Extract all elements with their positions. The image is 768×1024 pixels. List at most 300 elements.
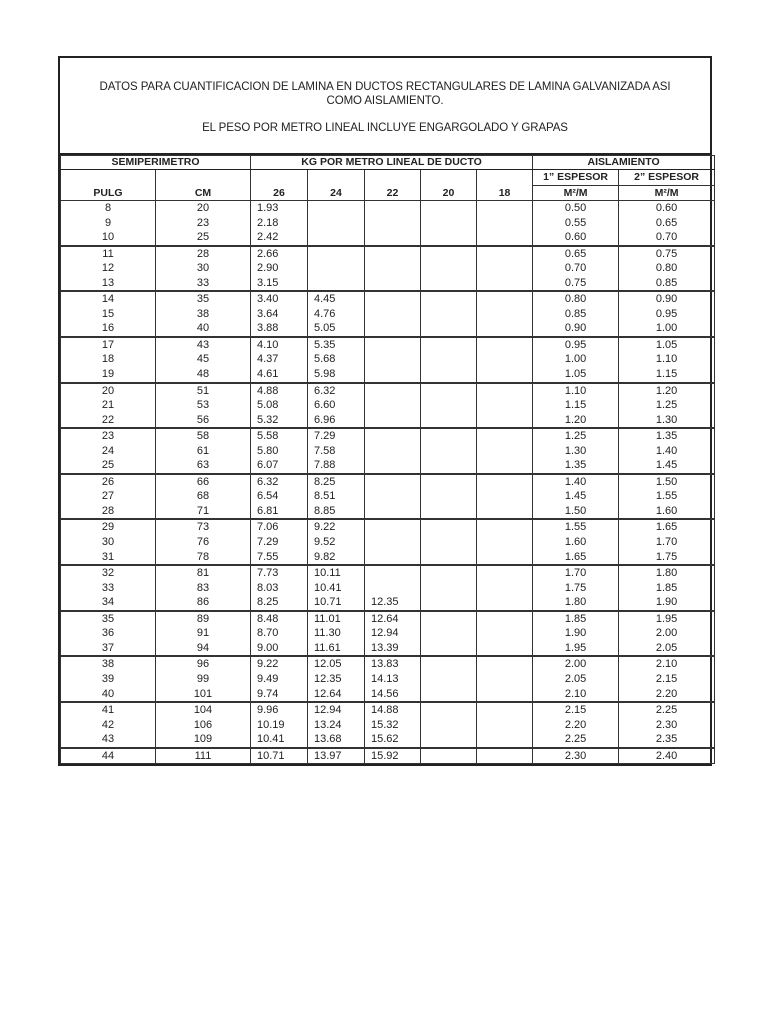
cell-espesor1-value: 1.65 [564,550,587,563]
cell-espesor2-value: 1.90 [655,596,678,609]
cell-18-value [483,292,532,307]
cell-20-value [427,384,476,399]
cell-pulg [61,246,156,292]
cell-18 [477,383,533,429]
cell-26-value: 5.08 [257,399,279,412]
cell-espesor1 [533,246,619,292]
table-row-group [61,201,715,246]
cell-espesor2-value: 1.00 [655,322,678,335]
cell-20-value [427,732,476,747]
cell-24-value [314,247,364,262]
cell-pulg [61,337,156,383]
cell-22-value [371,444,420,459]
cell-22 [365,337,421,383]
cell-espesor2-value: 2.00 [655,627,678,640]
cell-pulg-value: 20 [101,384,115,397]
cell-espesor2-value: 1.75 [655,550,678,563]
cell-18-value [483,535,532,550]
cell-18-value [483,703,532,718]
cell-pulg-value: 17 [101,338,115,351]
cell-espesor1-value: 1.05 [564,368,587,381]
cell-26-value: 3.88 [257,322,279,335]
cell-24-value: 8.25 [314,475,336,488]
cell-20 [421,291,477,337]
cell-18-value [483,672,532,687]
cell-cm-value: 56 [196,413,210,426]
cell-espesor1-value: 0.65 [564,247,587,260]
cell-espesor1-value: 1.70 [564,567,587,580]
cell-espesor1-value: 0.60 [564,231,587,244]
cell-26-value: 7.06 [257,521,279,534]
cell-espesor2 [619,428,715,474]
cell-cm [156,656,251,702]
cell-22 [365,428,421,474]
cell-24-value: 12.64 [314,687,342,700]
cell-26-value: 9.49 [257,672,279,685]
cell-22-value [371,384,420,399]
cell-cm-value: 76 [196,536,210,549]
cell-18 [477,748,533,764]
cell-26-value: 7.29 [257,536,279,549]
cell-espesor2-value: 1.15 [655,368,678,381]
cell-24 [308,291,365,337]
sheet-header [60,58,710,155]
cell-18-value [483,732,532,747]
cell-espesor1 [533,428,619,474]
cell-18-value [483,338,532,353]
cell-espesor1 [533,702,619,748]
cell-24-value: 4.76 [314,307,336,320]
cell-26-value: 9.00 [257,641,279,654]
cell-cm-value: 96 [196,658,210,671]
cell-18-value [483,489,532,504]
table-row-group [61,474,715,520]
cell-26-value: 6.32 [257,475,279,488]
cell-cm-value: 28 [196,247,210,260]
table-row-group [61,291,715,337]
cell-18-value [483,581,532,596]
cell-26-value: 5.58 [257,430,279,443]
cell-espesor2 [619,291,715,337]
cell-espesor1 [533,565,619,611]
cell-26 [251,519,308,565]
cell-espesor2-value: 2.10 [655,658,678,671]
cell-pulg-value: 11 [102,247,114,260]
cell-pulg-value: 13 [101,276,115,289]
cell-espesor2-value: 0.80 [655,262,678,275]
cell-24 [308,656,365,702]
cell-20-value [427,458,476,473]
cell-24-value: 13.68 [314,733,342,746]
cell-22-value [371,475,420,490]
cell-espesor1 [533,337,619,383]
cell-26 [251,611,308,657]
cell-espesor2-value: 1.85 [655,581,678,594]
cell-espesor1-value: 0.85 [564,307,587,320]
cell-espesor1-value: 1.40 [564,475,587,488]
cell-22-value: 15.92 [371,749,399,762]
cell-cm-value: 53 [196,399,210,412]
cell-22 [365,519,421,565]
cell-24-value: 10.71 [314,596,342,609]
cell-22-value [371,307,420,322]
cell-24-value: 7.58 [314,444,336,457]
cell-espesor2-value: 2.15 [655,672,678,685]
cell-22-value [371,581,420,596]
cell-espesor2-value: 0.85 [655,276,678,289]
cell-20-value [427,535,476,550]
cell-26-value: 1.93 [257,202,279,214]
table-row-group [61,702,715,748]
cell-pulg [61,519,156,565]
cell-pulg-value: 26 [101,475,115,488]
cell-espesor2-value: 1.10 [655,353,678,366]
cell-cm-value: 38 [196,307,210,320]
cell-18-value [483,444,532,459]
cell-20-value [427,201,476,216]
cell-cm-value: 94 [196,641,210,654]
cell-22-value [371,413,420,428]
cell-22 [365,702,421,748]
cell-cm-value: 43 [196,338,210,351]
cell-pulg-value: 21 [101,399,115,412]
col-header-espesor1-unit: M²/M [533,186,619,201]
cell-cm-value: 106 [193,718,213,731]
cell-espesor2 [619,474,715,520]
cell-26-value: 9.22 [257,658,279,671]
cell-20 [421,201,477,246]
cell-pulg-value: 16 [101,322,115,335]
cell-26-value: 4.10 [257,338,279,351]
cell-pulg [61,291,156,337]
cell-18-value [483,384,532,399]
cell-22-value [371,230,420,245]
cell-22 [365,246,421,292]
cell-22-value: 12.94 [371,627,399,640]
cell-24-value [314,201,364,216]
cell-espesor1 [533,656,619,702]
cell-espesor1-value: 0.55 [564,216,587,229]
cell-26-value: 8.03 [257,581,279,594]
header-aislamiento: AISLAMIENTO [533,156,715,170]
cell-20-value [427,504,476,519]
cell-22-value: 12.35 [371,596,399,609]
cell-pulg-value: 42 [101,718,115,731]
cell-24-value: 13.97 [314,749,342,762]
cell-20-value [427,338,476,353]
cell-20-value [427,261,476,276]
cell-26 [251,702,308,748]
cell-26-value: 6.07 [257,459,279,472]
cell-18-value [483,626,532,641]
cell-22-value: 12.64 [371,612,399,625]
cell-20-value [427,230,476,245]
cell-espesor1-value: 1.35 [564,459,587,472]
cell-cm-value: 48 [196,368,210,381]
cell-cm-value: 91 [196,627,210,640]
cell-espesor1-value: 2.30 [564,749,587,762]
cell-26-value: 4.88 [257,384,279,397]
cell-22-value [371,398,420,413]
cell-pulg [61,428,156,474]
cell-cm-value: 20 [196,202,210,214]
cell-espesor2-value: 0.75 [655,247,678,260]
col-header-espesor2: 2” ESPESOR [619,170,715,186]
cell-20-value [427,444,476,459]
cell-20-value [427,749,476,764]
cell-18-value [483,475,532,490]
cell-24-value: 9.22 [314,521,336,534]
cell-22-value: 13.39 [371,641,399,654]
cell-22-value [371,352,420,367]
cell-24-value: 12.35 [314,672,342,685]
cell-pulg-value: 23 [101,430,115,443]
cell-26-value: 3.64 [257,307,279,320]
cell-pulg-value: 24 [101,444,115,457]
header-kg-por-metro: KG POR METRO LINEAL DE DUCTO [251,156,533,170]
cell-20 [421,428,477,474]
document-subtitle: EL PESO POR METRO LINEAL INCLUYE ENGARGOLADO Y GRAPAS [202,122,568,134]
cell-pulg [61,702,156,748]
cell-22-value [371,338,420,353]
cell-18-value [483,201,532,216]
cell-20-value [427,626,476,641]
cell-cm-value: 66 [196,475,210,488]
cell-24-value: 6.60 [314,399,336,412]
cell-espesor2 [619,702,715,748]
cell-espesor2-value: 1.05 [655,338,678,351]
cell-24-value: 11.30 [314,627,341,640]
cell-espesor1-value: 1.95 [564,641,587,654]
cell-22 [365,474,421,520]
cell-26 [251,383,308,429]
cell-cm-value: 40 [196,322,210,335]
cell-cm-value: 35 [196,293,210,306]
cell-cm-value: 45 [196,353,210,366]
column-header-row-top [61,170,715,186]
cell-espesor2-value: 1.25 [655,399,678,412]
cell-18 [477,519,533,565]
cell-pulg [61,748,156,764]
cell-20-value [427,352,476,367]
cell-20-value [427,595,476,610]
cell-espesor2-value: 2.35 [655,733,678,746]
cell-24-value: 5.05 [314,322,336,335]
cell-22 [365,611,421,657]
cell-20-value [427,566,476,581]
cell-18 [477,201,533,246]
cell-24-value: 5.68 [314,353,336,366]
cell-cm-value: 99 [196,672,210,685]
cell-cm [156,519,251,565]
table-row-group [61,656,715,702]
cell-pulg-value: 27 [101,490,115,503]
cell-espesor1-value: 1.00 [564,353,587,366]
cell-24 [308,246,365,292]
cell-espesor2 [619,611,715,657]
cell-26-value: 10.71 [257,749,285,762]
cell-22-value: 14.13 [371,672,399,685]
cell-espesor2-value: 0.90 [655,293,678,306]
table-row-group [61,748,715,764]
cell-espesor2-value: 1.50 [655,475,678,488]
cell-18-value [483,657,532,672]
cell-20 [421,383,477,429]
cell-18 [477,565,533,611]
cell-26 [251,474,308,520]
cell-20-value [427,657,476,672]
cell-24-value: 6.96 [314,413,336,426]
cell-20-value [427,413,476,428]
cell-pulg-value: 18 [101,353,115,366]
cell-18-value [483,566,532,581]
cell-espesor1-value: 0.70 [564,262,587,275]
cell-espesor2-value: 0.60 [655,202,678,214]
cell-24-value: 10.11 [314,567,341,580]
cell-pulg-value: 38 [101,658,115,671]
lamina-data-table [60,155,715,764]
cell-18 [477,246,533,292]
cell-22-value: 15.62 [371,733,399,746]
cell-18 [477,428,533,474]
cell-26-value: 7.73 [257,567,279,580]
cell-20-value [427,489,476,504]
cell-espesor2-value: 2.25 [655,704,678,717]
cell-espesor1-value: 1.85 [564,612,587,625]
cell-espesor2-value: 1.55 [655,490,678,503]
cell-cm-value: 61 [196,444,210,457]
cell-26-value: 10.19 [257,718,285,731]
cell-pulg-value: 29 [101,521,115,534]
cell-pulg-value: 43 [101,733,115,746]
cell-espesor2-value: 1.70 [655,536,678,549]
cell-18-value [483,595,532,610]
cell-26-value: 9.96 [257,704,279,717]
cell-20-value [427,475,476,490]
cell-26-value: 8.70 [257,627,279,640]
cell-espesor1-value: 1.80 [564,596,587,609]
cell-espesor1 [533,519,619,565]
cell-22-value [371,261,420,276]
cell-espesor2 [619,201,715,246]
cell-espesor2-value: 0.65 [655,216,678,229]
cell-espesor2 [619,748,715,764]
cell-espesor2-value: 2.05 [655,641,678,654]
cell-espesor1-value: 1.10 [564,384,587,397]
cell-espesor2-value: 1.65 [655,521,678,534]
cell-24 [308,702,365,748]
cell-26-value: 5.80 [257,444,279,457]
cell-pulg-value: 19 [101,368,115,381]
cell-22 [365,201,421,246]
cell-18-value [483,520,532,535]
cell-26-value: 6.54 [257,490,279,503]
table-row-group [61,428,715,474]
cell-26-value: 4.37 [257,353,279,366]
col-header-20: 20 [421,170,477,201]
col-header-cm: CM [156,170,251,201]
cell-pulg-value: 22 [101,413,115,426]
cell-pulg [61,383,156,429]
cell-espesor2 [619,337,715,383]
cell-pulg-value: 41 [101,704,115,717]
cell-cm-value: 81 [196,567,210,580]
cell-cm-value: 25 [196,231,210,244]
cell-20-value [427,398,476,413]
cell-26 [251,337,308,383]
cell-20 [421,337,477,383]
cell-espesor2-value: 1.40 [655,444,678,457]
cell-cm-value: 30 [196,262,210,275]
cell-pulg-value: 31 [101,550,115,563]
cell-espesor2 [619,519,715,565]
cell-24-value: 9.82 [314,550,336,563]
col-header-espesor2-unit: M²/M [619,186,715,201]
cell-18-value [483,307,532,322]
cell-18-value [483,413,532,428]
cell-pulg-value: 10 [101,231,115,244]
cell-20-value [427,672,476,687]
cell-cm [156,748,251,764]
cell-20-value [427,216,476,231]
cell-22-value: 14.88 [371,704,399,717]
cell-26 [251,291,308,337]
cell-cm-value: 83 [196,581,210,594]
cell-18 [477,702,533,748]
cell-espesor1-value: 1.55 [564,521,587,534]
cell-22 [365,748,421,764]
cell-espesor1-value: 0.90 [564,322,587,335]
cell-18-value [483,230,532,245]
cell-20 [421,519,477,565]
cell-20-value [427,550,476,565]
cell-22-value [371,321,420,336]
cell-26-value: 2.18 [257,216,279,229]
cell-20-value [427,367,476,382]
table-row-group [61,519,715,565]
cell-espesor1-value: 2.15 [564,704,587,717]
cell-20-value [427,703,476,718]
cell-24 [308,383,365,429]
cell-espesor2-value: 1.45 [655,459,678,472]
cell-24-value: 9.52 [314,536,336,549]
cell-espesor1 [533,291,619,337]
cell-espesor1-value: 1.60 [564,536,587,549]
cell-22-value [371,566,420,581]
cell-espesor1-value: 1.20 [564,413,587,426]
col-header-pulg: PULG [61,170,156,201]
group-header-row [61,156,715,170]
cell-24 [308,201,365,246]
cell-18-value [483,550,532,565]
col-header-18: 18 [477,170,533,201]
cell-pulg-value: 25 [101,459,115,472]
cell-24 [308,519,365,565]
cell-cm-value: 101 [193,687,213,700]
cell-20 [421,656,477,702]
cell-espesor1-value: 0.80 [564,293,587,306]
cell-20-value [427,687,476,702]
cell-20-value [427,641,476,656]
cell-18 [477,337,533,383]
cell-cm [156,474,251,520]
cell-pulg-value: 37 [101,641,115,654]
cell-espesor1-value: 1.45 [564,490,587,503]
cell-pulg-value: 36 [101,627,115,640]
cell-26-value: 5.32 [257,413,279,426]
cell-18-value [483,612,532,627]
cell-espesor2 [619,246,715,292]
